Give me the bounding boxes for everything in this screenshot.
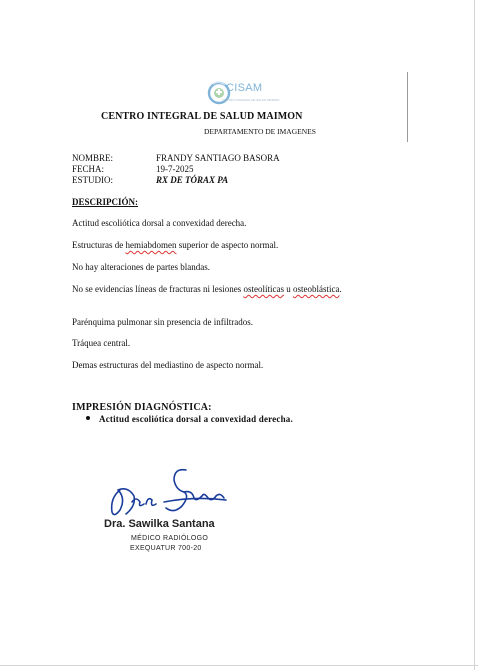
department-subtitle: DEPARTAMENTO DE IMAGENES [204,127,316,136]
doctor-name: Dra. Sawilka Santana [104,518,215,530]
date-value: 19-7-2025 [156,164,194,174]
name-value: FRANDY SANTIAGO BASORA [156,153,280,163]
finding-lung: Parénquima pulmonar sin presencia de infiltrados. [72,317,253,327]
description-heading: DESCRIPCIÓN: [72,197,139,207]
finding-text: u [283,284,293,294]
document-title: CENTRO INTEGRAL DE SALUD MAIMON [101,111,303,122]
logo-word: CISAM [226,82,263,94]
name-label: NOMBRE: [72,153,114,163]
finding-fractures [72,284,372,295]
study-value: RX DE TÓRAX PA [156,175,229,185]
spellcheck-flag[interactable]: osteolíticas [243,284,284,294]
finding-scoliosis: Actitud escoliótica dorsal a convexidad derecha. [72,218,247,228]
impression-text: Actitud escoliótica dorsal a convexidad derecha. [99,414,293,424]
finding-hemiabdomen [72,240,372,251]
impression-heading: IMPRESIÓN DIAGNÓSTICA: [72,402,212,413]
bullet-icon [86,416,90,420]
finding-mediastinum: Demas estructuras del mediastino de aspecto normal. [72,360,264,370]
spellcheck-flag[interactable]: hemiabdomen [125,240,177,250]
finding-soft-tissue: No hay alteraciones de partes blandas. [72,262,210,272]
finding-trachea: Tráquea central. [72,338,131,348]
date-label: FECHA: [72,164,105,174]
page-edge-bottom [0,665,478,666]
study-label: ESTUDIO: [72,175,113,185]
handwritten-signature [104,462,230,522]
doctor-title: MÉDICO RADIÓLOGO [131,535,209,542]
finding-text: . [339,284,342,294]
finding-text: Estructuras de [72,240,126,250]
logo-tagline: CENTRO INTEGRAL DE SALUD MAIMON [222,98,280,102]
margin-marker [407,72,408,142]
page-edge-right [474,0,475,670]
finding-text: superior de aspecto normal. [176,240,279,250]
finding-text: No se evidencias líneas de fracturas ni lesiones [72,284,244,294]
impression-item [86,414,293,424]
doctor-exequatur: EXEQUATUR 700-20 [130,545,202,552]
spellcheck-flag[interactable]: osteoblástica [292,284,340,294]
